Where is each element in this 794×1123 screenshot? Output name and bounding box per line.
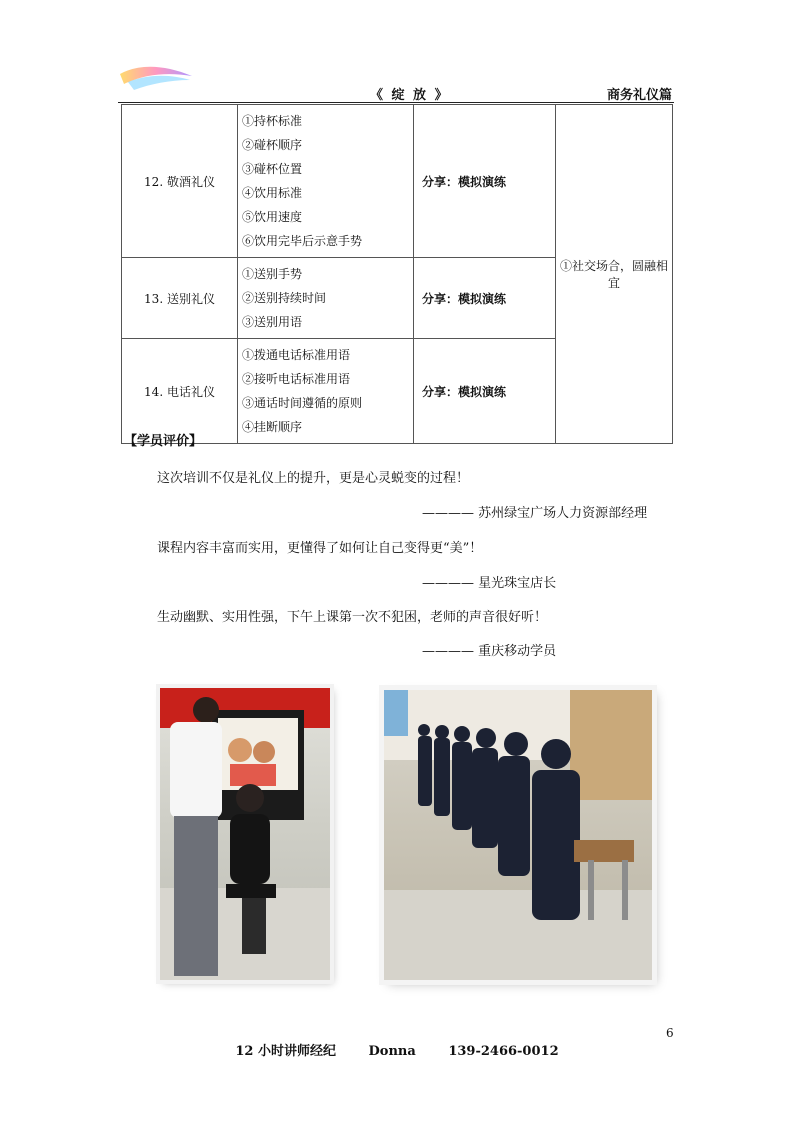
- footer-phone: 139-2466-0012: [448, 1044, 559, 1059]
- course-name: 12. 敬酒礼仪: [122, 105, 238, 258]
- course-items: [238, 258, 414, 339]
- testimonial-quote: 课程内容丰富而实用，更懂得了如何让自己变得更“美”！: [157, 541, 483, 556]
- list-item: ④挂断顺序: [242, 420, 303, 434]
- course-method: 分享：模拟演练: [414, 258, 556, 339]
- footer-contact: [0, 1040, 794, 1059]
- list-item: ④饮用标准: [242, 186, 303, 200]
- page-number: 6: [666, 1026, 674, 1040]
- list-item: ③通话时间遵循的原则: [242, 396, 363, 410]
- list-item: ⑤饮用速度: [242, 210, 303, 224]
- header-divider: [118, 102, 674, 103]
- list-item: ②送别持续时间: [242, 291, 327, 305]
- testimonial-quote: 生动幽默、实用性强，下午上课第一次不犯困，老师的声音很好听！: [157, 610, 548, 625]
- testimonial-source: ———— 苏州绿宝广场人力资源部经理: [422, 506, 648, 521]
- course-method: 分享：模拟演练: [414, 105, 556, 258]
- course-items: [238, 105, 414, 258]
- header-title: 《 绽 放 》: [370, 88, 450, 103]
- header-section: 商务礼仪篇: [606, 88, 672, 103]
- list-item: ②接听电话标准用语: [242, 372, 351, 386]
- list-item: ②碰杯顺序: [242, 138, 303, 152]
- course-name: 14. 电话礼仪: [122, 339, 238, 444]
- course-items: [238, 339, 414, 444]
- list-item: ①送别手势: [242, 267, 303, 281]
- course-name: 13. 送别礼仪: [122, 258, 238, 339]
- brand-logo: [118, 62, 196, 94]
- list-item: ①拨通电话标准用语: [242, 348, 351, 362]
- evaluation-heading: 【学员评价】: [124, 434, 203, 449]
- list-item: ①持杯标准: [242, 114, 303, 128]
- trainees-photo: [384, 690, 652, 980]
- list-item: ③碰杯位置: [242, 162, 303, 176]
- training-photo: [160, 688, 330, 980]
- course-method: 分享：模拟演练: [414, 339, 556, 444]
- testimonial-quote: 这次培训不仅是礼仪上的提升，更是心灵蜕变的过程！: [157, 471, 470, 486]
- course-note: ①社交场合，圆融相宜: [556, 105, 673, 444]
- list-item: ⑥饮用完毕后示意手势: [242, 234, 363, 248]
- footer-title: 12 小时讲师经纪: [235, 1044, 336, 1059]
- testimonial-source: ———— 星光珠宝店长: [422, 576, 557, 591]
- testimonial-source: ———— 重庆移动学员: [422, 644, 557, 659]
- list-item: ③送别用语: [242, 315, 303, 329]
- table-row: [122, 105, 673, 258]
- course-table: [121, 104, 673, 444]
- footer-name: Donna: [368, 1044, 416, 1059]
